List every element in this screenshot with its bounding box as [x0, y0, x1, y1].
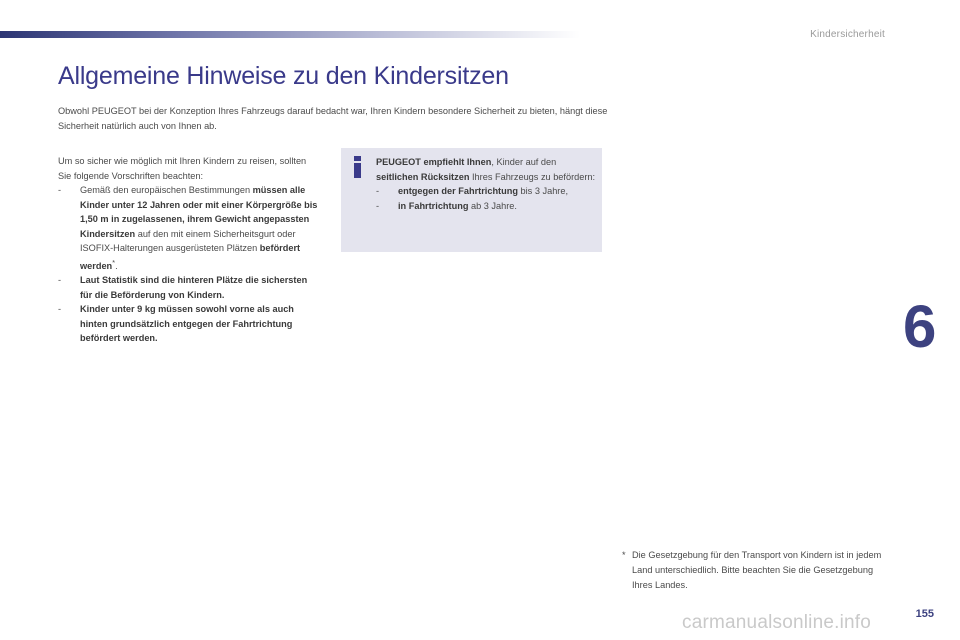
info-bold-2: seitlichen Rücksitzen — [376, 171, 470, 182]
list-dash: - — [58, 275, 62, 286]
rule3-text: Kinder unter 9 kg müssen sowohl vorne als auch hinten grundsätzlich entgegen der Fahrtrichtung befördert werden. — [80, 304, 294, 344]
rule1-plain-1: Gemäß den europäischen Bestimmungen — [80, 185, 251, 195]
info-plain-2: Ihres Fahrzeugs zu befördern: — [472, 171, 596, 182]
info-box — [341, 148, 602, 252]
list-dash: - — [376, 186, 380, 196]
section-label: Kindersicherheit — [810, 29, 885, 40]
rule-item-3 — [58, 302, 320, 346]
rule-item-2 — [58, 273, 320, 302]
chapter-number: 6 — [903, 293, 937, 360]
info-recommendation — [376, 155, 596, 184]
rule2-text: Laut Statistik sind die hinteren Plätze die sichersten für die Beförderung von Kindern. — [80, 275, 308, 300]
footnote-mark: * — [622, 550, 626, 560]
list-dash: - — [58, 304, 62, 315]
rule1-plain-2: auf den mit einem Sicherheitsgurt oder ISOFIX-Halterungen ausgerüsteten Plätzen — [80, 228, 296, 253]
list-dash: - — [376, 200, 380, 211]
info-text — [376, 155, 596, 213]
lead-text: Um so sicher wie möglich mit Ihren Kindern zu reisen, sollten Sie folgende Vorschriften beachten: — [58, 156, 307, 181]
rule-item-1 — [58, 183, 320, 273]
header-gradient-bar — [0, 31, 580, 38]
info-icon — [353, 156, 362, 178]
rule1-end: . — [115, 260, 118, 271]
page-number: 155 — [915, 608, 934, 620]
info-plain-1: , Kinder auf den — [491, 157, 557, 167]
page-title: Allgemeine Hinweise zu den Kindersitzen — [58, 62, 509, 90]
footnote — [622, 548, 892, 593]
info-item1-plain: bis 3 Jahre, — [520, 186, 569, 196]
list-dash: - — [58, 185, 62, 195]
info-item1-bold: entgegen der Fahrtrichtung — [398, 186, 518, 196]
info-item2-bold: in Fahrtrichtung — [398, 200, 469, 211]
rule1-bold-1: müssen alle Kinder unter 12 Jahren oder mit einer Körpergröße bis 1,50 m in zugelassenen, ihrem Gewicht angepassten Kindersitzen — [80, 185, 318, 239]
footnote-reference: * — [112, 257, 116, 267]
info-list-item-1 — [376, 184, 596, 199]
left-column — [58, 154, 320, 346]
rule1-bold-2: befördert werden — [80, 243, 301, 271]
footnote-text: Die Gesetzgebung für den Transport von Kindern ist in jedem Land unterschiedlich. Bitte beachten Sie die Gesetzgebung Ihres Landes. — [632, 550, 882, 590]
watermark: carmanualsonline.info — [682, 612, 872, 633]
intro-paragraph: Obwohl PEUGEOT bei der Konzeption Ihres Fahrzeugs darauf bedacht war, Ihren Kindern besondere Sicherheit zu bieten, hängt diese Sicherheit natürlich auch von Ihnen ab. — [58, 106, 608, 131]
info-bold-1: PEUGEOT empfiehlt Ihnen — [376, 157, 492, 167]
info-item2-plain: ab 3 Jahre. — [471, 200, 517, 211]
info-list-item-2 — [376, 199, 596, 214]
